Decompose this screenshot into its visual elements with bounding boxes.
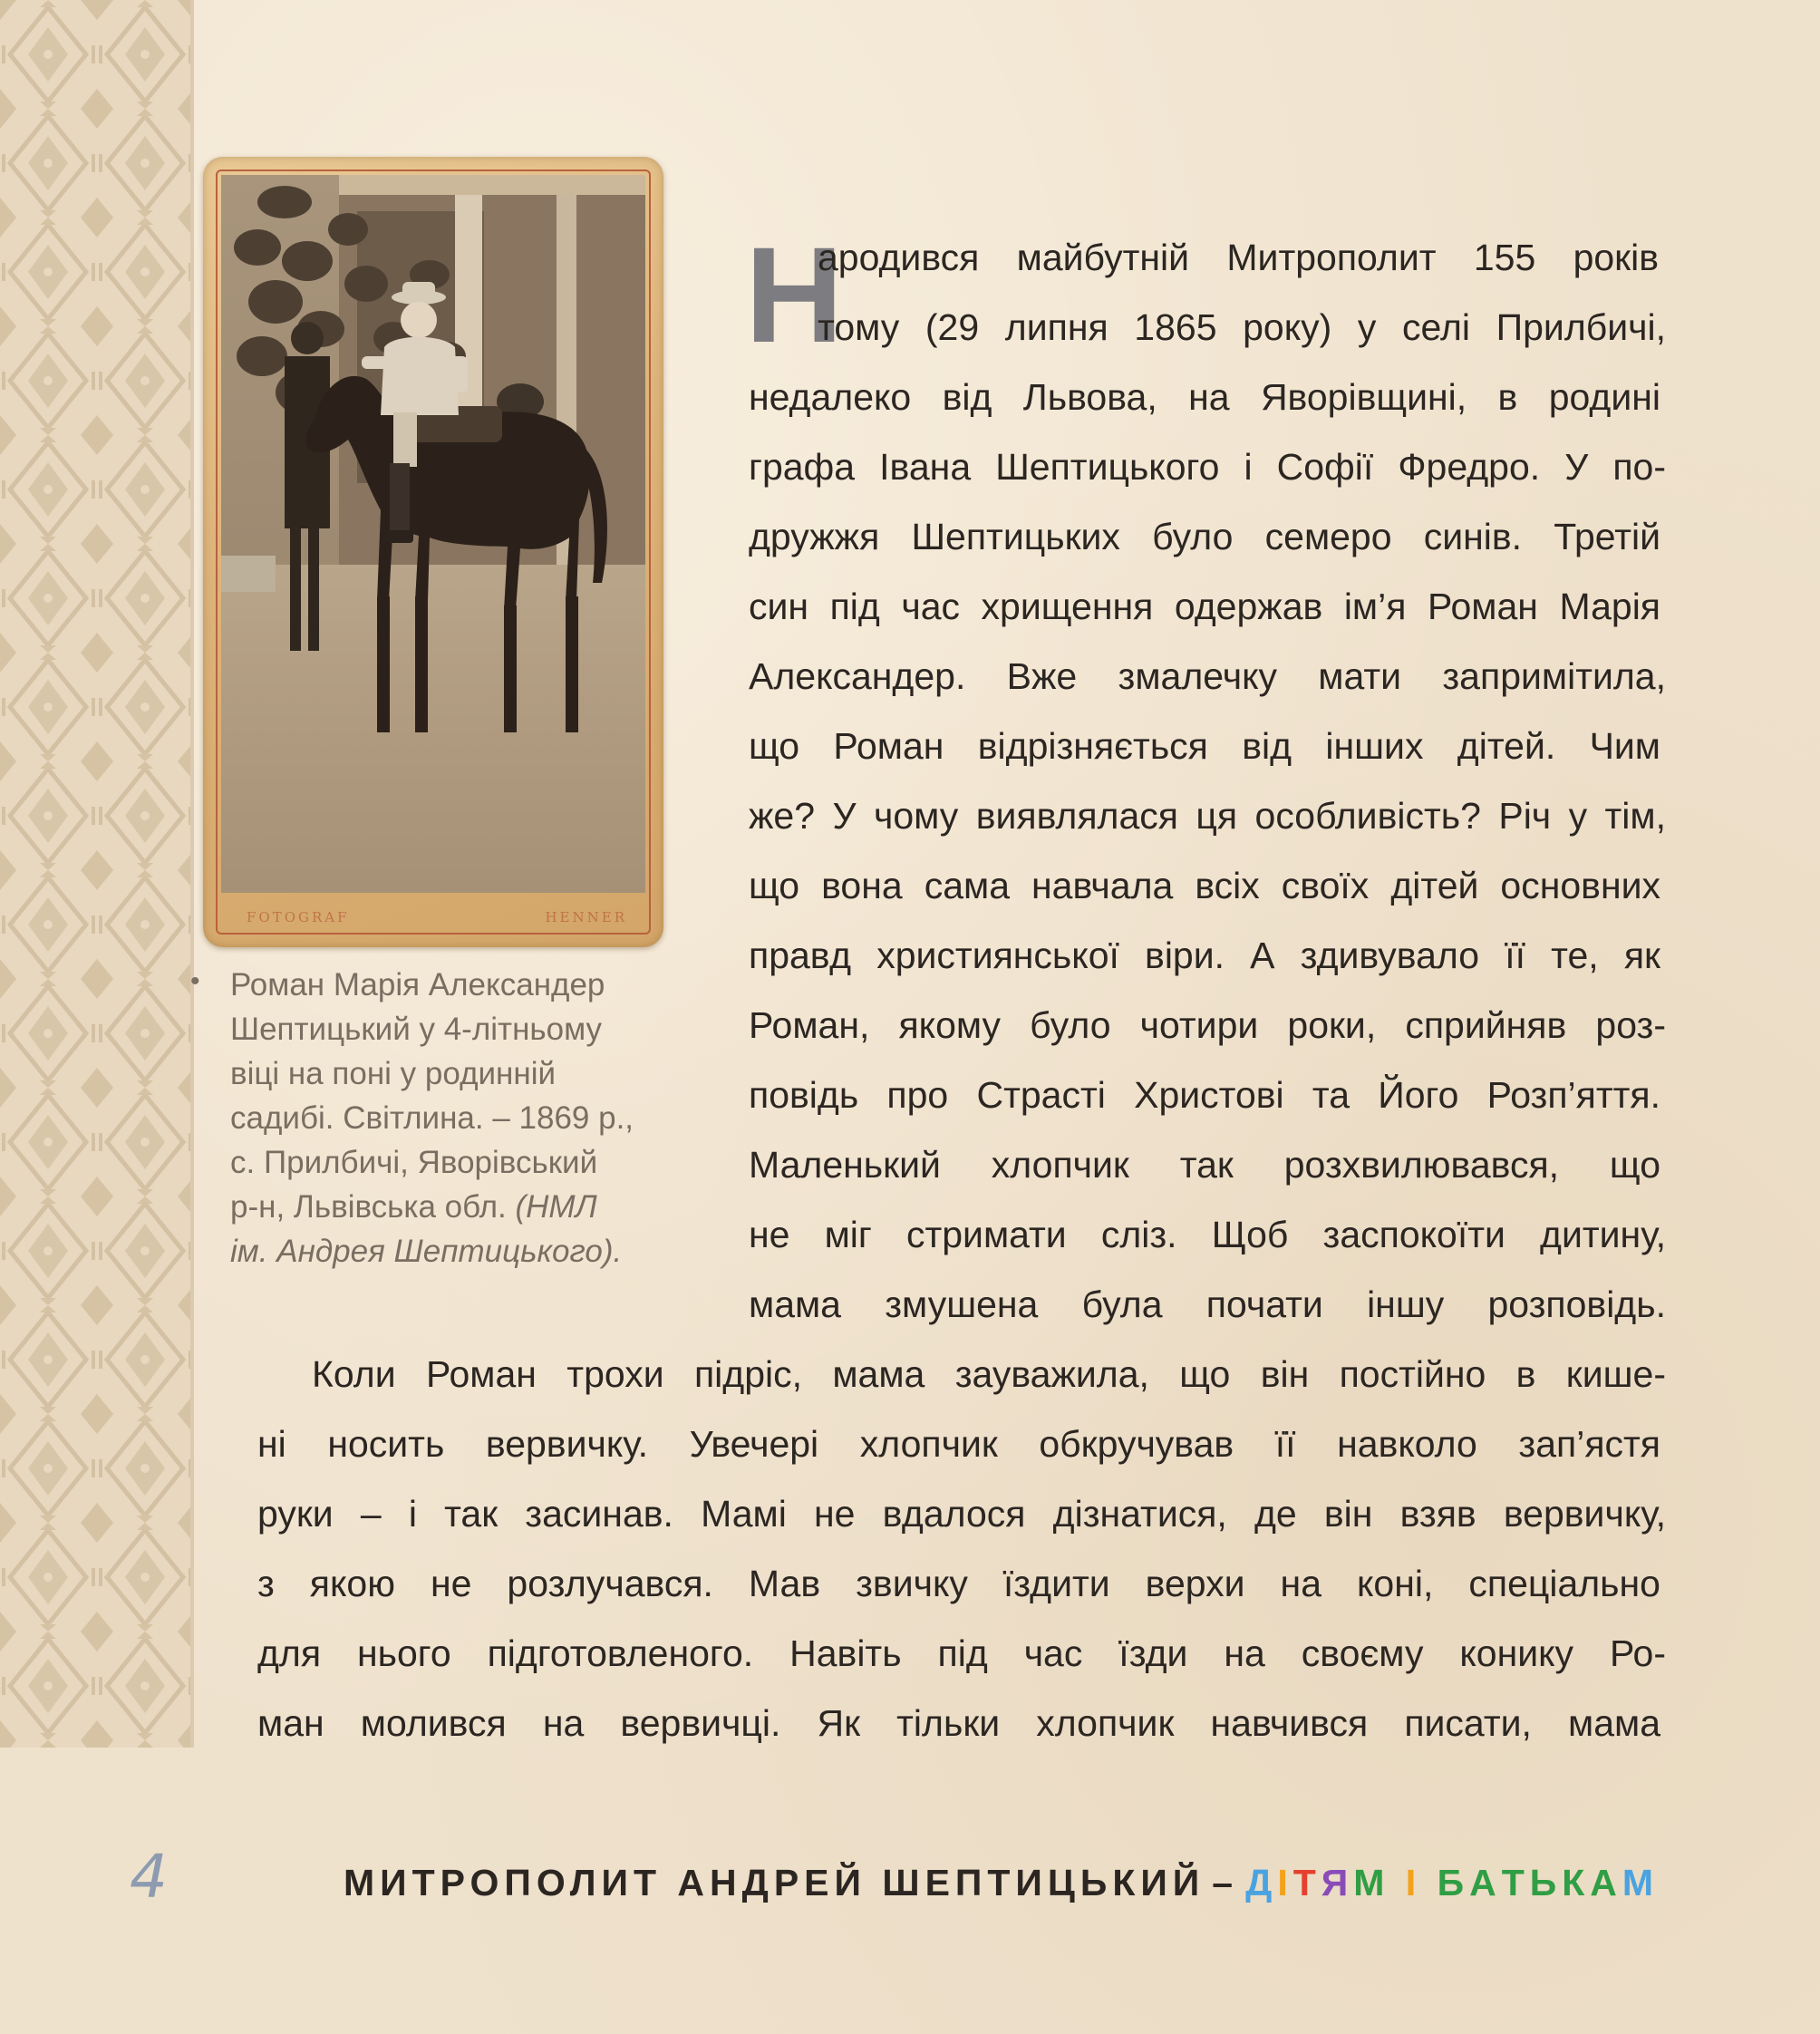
- caption-line: Роман Марія Александер: [230, 967, 605, 1002]
- photo-card: [203, 157, 663, 947]
- caption-line: Шептицький у 4-літньому: [230, 1012, 603, 1047]
- footer-highlight-word: [1406, 1862, 1421, 1903]
- photo-imprint-right: HENNER: [545, 909, 627, 925]
- footer-highlight-letter: І: [1277, 1862, 1293, 1903]
- footer-highlight-letter: Т: [1501, 1862, 1530, 1903]
- caption-source-italic: (НМЛ: [515, 1189, 597, 1225]
- footer-highlight-letter: Т: [1292, 1862, 1321, 1903]
- text-line: недалеко від Львова, на Яворівщині, в родині: [749, 376, 1660, 418]
- footer-highlight-word: [1438, 1862, 1659, 1903]
- footer-book-title: МИТРОПОЛИТ АНДРЕЙ ШЕПТИЦЬКИЙ: [344, 1862, 1205, 1903]
- text-line: син під час хрищення одержав ім’я Роман Марія: [749, 586, 1660, 627]
- footer-highlight-letter: К: [1562, 1862, 1591, 1903]
- text-line: ман молився на вервичці. Як тільки хлопчик навчився писати, мама: [257, 1702, 1660, 1744]
- drop-cap: Н: [745, 218, 844, 371]
- text-line: ні носить вервичку. Увечері хлопчик обкручував її навколо зап’ястя: [257, 1423, 1660, 1465]
- footer-highlight-letter: Д: [1245, 1862, 1278, 1903]
- text-line: Александер. Вже змалечку мати запримітила,: [749, 655, 1666, 697]
- text-line: Маленький хлопчик так розхвилювався, що: [749, 1144, 1660, 1186]
- footer-highlight-letter: М: [1353, 1862, 1390, 1903]
- photo-frame-border: [216, 170, 651, 935]
- footer-highlight-letter: А: [1590, 1862, 1622, 1903]
- text-line: дружжя Шептицьких було семеро синів. Третій: [749, 516, 1660, 557]
- text-line: ародився майбутній Митрополит 155 років: [818, 237, 1659, 278]
- caption-text: [230, 963, 683, 1274]
- caption-line: с. Прилбичі, Яворівський: [230, 1145, 598, 1180]
- text-line: же? У чому виявлялася ця особливість? Річ у тім,: [749, 795, 1666, 837]
- caption-line: віці на поні у родинній: [230, 1056, 557, 1091]
- running-footer-title: [344, 1860, 1659, 1905]
- text-line: повідь про Страсті Христові та Його Розп’яття.: [749, 1074, 1660, 1116]
- photo-imprint-left: FOTOGRAF: [247, 909, 350, 925]
- footer-highlight-word: [1245, 1862, 1389, 1903]
- footer-highlight-letter: Б: [1437, 1862, 1470, 1903]
- text-line: Роман, якому було чотири роки, сприйняв роз-: [749, 1004, 1666, 1046]
- caption-bullet: •: [190, 966, 200, 996]
- footer-dash: –: [1212, 1862, 1239, 1903]
- ornament-pattern: [0, 0, 194, 1748]
- page-number: 4: [130, 1842, 168, 1912]
- caption-line-plain: р-н, Львівська обл.: [230, 1189, 516, 1225]
- text-line: з якою не розлучався. Мав звичку їздити верхи на коні, спеціально: [257, 1563, 1660, 1604]
- text-line: правд християнської віри. А здивувало її те, як: [749, 935, 1660, 976]
- footer-highlight-letter: Ь: [1529, 1862, 1563, 1903]
- footer-highlight-letter: М: [1622, 1862, 1659, 1903]
- caption-line: [230, 1185, 683, 1229]
- text-line: графа Івана Шептицького і Софії Фредро. У по-: [749, 446, 1666, 488]
- footer-highlight-letter: І: [1405, 1862, 1422, 1903]
- caption-line: садибі. Світлина. – 1869 р.,: [230, 1100, 634, 1136]
- text-line: для нього підготовленого. Навіть під час їзди на своєму конику Ро-: [257, 1632, 1666, 1674]
- text-line: руки – і так засинав. Мамі не вдалося дізнатися, де він взяв вервичку,: [257, 1493, 1666, 1535]
- decorative-ornament-strip: [0, 0, 194, 1748]
- text-line: не міг стримати сліз. Щоб заспокоїти дитину,: [749, 1214, 1666, 1255]
- text-line: тому (29 липня 1865 року) у селі Прилбичі,: [818, 306, 1666, 348]
- caption-source-italic: ім. Андрея Шептицького).: [230, 1234, 623, 1269]
- text-line: Коли Роман трохи підріс, мама зауважила, що він постійно в кише-: [312, 1353, 1666, 1395]
- footer-highlight-letter: Я: [1321, 1862, 1354, 1903]
- footer-highlight-letter: А: [1469, 1862, 1502, 1903]
- text-line: мама змушена була почати іншу розповідь.: [749, 1283, 1666, 1325]
- text-line: що Роман відрізняється від інших дітей. Чим: [749, 725, 1660, 767]
- text-line: що вона сама навчала всіх своїх дітей основних: [749, 865, 1660, 906]
